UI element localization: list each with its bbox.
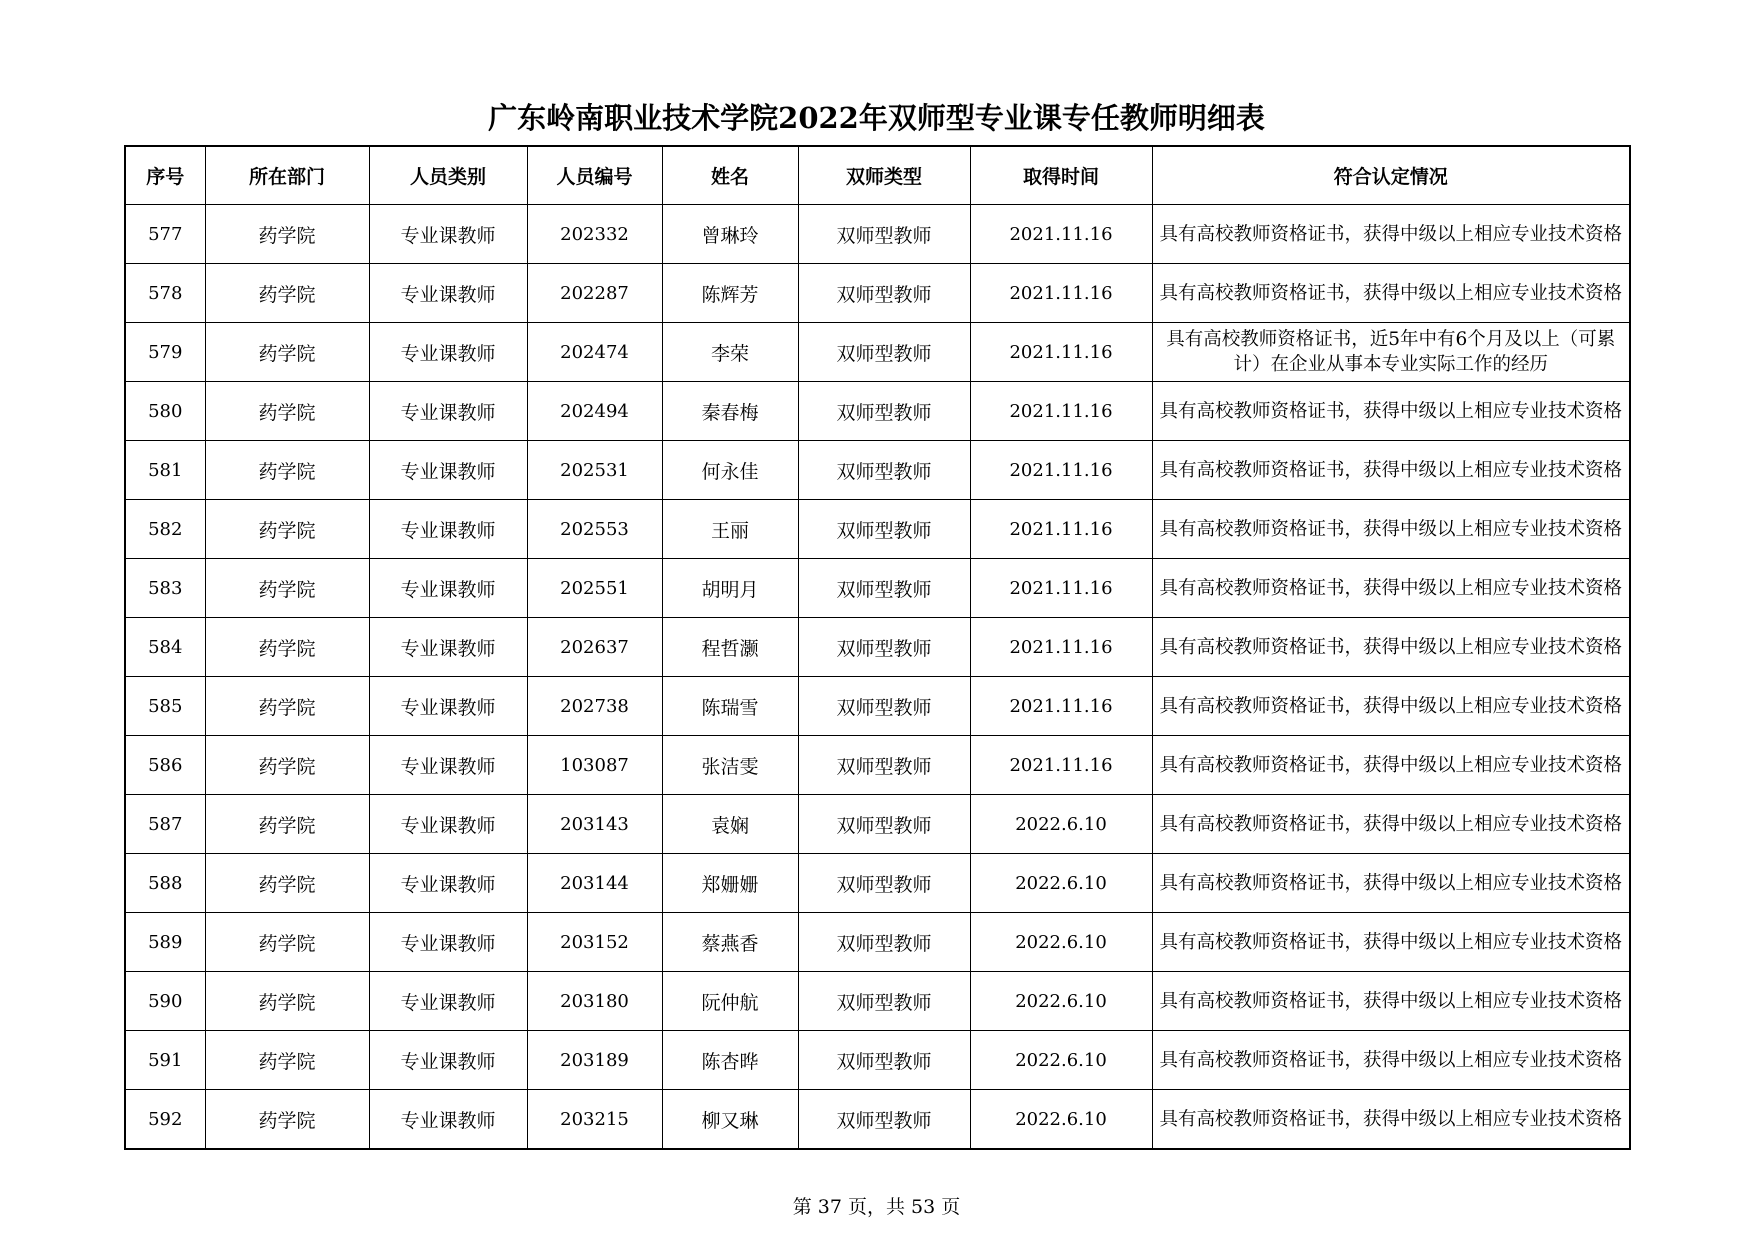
- header-staff-id: 人员编号: [527, 146, 662, 205]
- row-index: 581: [125, 441, 205, 500]
- row-department: 药学院: [205, 913, 369, 972]
- row-staff-category: 专业课教师: [369, 972, 527, 1031]
- row-index: 590: [125, 972, 205, 1031]
- row-dual-type: 双师型教师: [798, 441, 970, 500]
- table-row: [125, 677, 1630, 736]
- row-qualification: 具有高校教师资格证书，获得中级以上相应专业技术资格: [1152, 559, 1630, 618]
- row-staff-id: 202551: [527, 559, 662, 618]
- row-staff-category: 专业课教师: [369, 854, 527, 913]
- table-row: [125, 913, 1630, 972]
- row-department: 药学院: [205, 264, 369, 323]
- row-name: 蔡燕香: [662, 913, 798, 972]
- row-dual-type: 双师型教师: [798, 618, 970, 677]
- row-index: 585: [125, 677, 205, 736]
- row-staff-category: 专业课教师: [369, 323, 527, 382]
- row-date-obtained: 2022.6.10: [970, 1031, 1152, 1090]
- row-staff-category: 专业课教师: [369, 441, 527, 500]
- row-qualification: 具有高校教师资格证书，获得中级以上相应专业技术资格: [1152, 500, 1630, 559]
- row-date-obtained: 2021.11.16: [970, 677, 1152, 736]
- table-row: [125, 972, 1630, 1031]
- row-dual-type: 双师型教师: [798, 323, 970, 382]
- row-dual-type: 双师型教师: [798, 1031, 970, 1090]
- table-row: [125, 323, 1630, 382]
- row-qualification: 具有高校教师资格证书，获得中级以上相应专业技术资格: [1152, 1090, 1630, 1150]
- document-title: 广东岭南职业技术学院2022年双师型专业课专任教师明细表: [488, 101, 1265, 135]
- row-name: 郑姗姗: [662, 854, 798, 913]
- row-index: 584: [125, 618, 205, 677]
- row-dual-type: 双师型教师: [798, 500, 970, 559]
- row-staff-id: 202637: [527, 618, 662, 677]
- row-index: 586: [125, 736, 205, 795]
- row-index: 580: [125, 382, 205, 441]
- row-index: 583: [125, 559, 205, 618]
- row-department: 药学院: [205, 736, 369, 795]
- table-row: [125, 736, 1630, 795]
- row-staff-category: 专业课教师: [369, 677, 527, 736]
- row-name: 曾琳玲: [662, 205, 798, 264]
- row-name: 程哲灏: [662, 618, 798, 677]
- table-row: [125, 205, 1630, 264]
- row-qualification: 具有高校教师资格证书，获得中级以上相应专业技术资格: [1152, 677, 1630, 736]
- row-dual-type: 双师型教师: [798, 264, 970, 323]
- row-dual-type: 双师型教师: [798, 382, 970, 441]
- row-date-obtained: 2021.11.16: [970, 618, 1152, 677]
- table-row: [125, 264, 1630, 323]
- row-dual-type: 双师型教师: [798, 677, 970, 736]
- row-name: 李荣: [662, 323, 798, 382]
- row-department: 药学院: [205, 618, 369, 677]
- row-date-obtained: 2022.6.10: [970, 795, 1152, 854]
- row-staff-category: 专业课教师: [369, 264, 527, 323]
- header-date-obtained: 取得时间: [970, 146, 1152, 205]
- table-row: [125, 1031, 1630, 1090]
- row-staff-category: 专业课教师: [369, 500, 527, 559]
- row-index: 587: [125, 795, 205, 854]
- row-department: 药学院: [205, 500, 369, 559]
- row-index: 582: [125, 500, 205, 559]
- row-qualification: 具有高校教师资格证书，获得中级以上相应专业技术资格: [1152, 1031, 1630, 1090]
- row-date-obtained: 2021.11.16: [970, 205, 1152, 264]
- row-department: 药学院: [205, 559, 369, 618]
- header-staff-category: 人员类别: [369, 146, 527, 205]
- row-name: 陈辉芳: [662, 264, 798, 323]
- row-name: 秦春梅: [662, 382, 798, 441]
- row-staff-category: 专业课教师: [369, 618, 527, 677]
- row-date-obtained: 2021.11.16: [970, 323, 1152, 382]
- row-dual-type: 双师型教师: [798, 854, 970, 913]
- row-staff-id: 202531: [527, 441, 662, 500]
- header-dual-type: 双师类型: [798, 146, 970, 205]
- row-date-obtained: 2021.11.16: [970, 382, 1152, 441]
- row-department: 药学院: [205, 795, 369, 854]
- row-qualification: 具有高校教师资格证书，获得中级以上相应专业技术资格: [1152, 972, 1630, 1031]
- page-number: 第 37 页，共 53 页: [792, 1196, 961, 1218]
- header-department: 所在部门: [205, 146, 369, 205]
- row-qualification: 具有高校教师资格证书，获得中级以上相应专业技术资格: [1152, 913, 1630, 972]
- row-staff-id: 202494: [527, 382, 662, 441]
- row-qualification: 具有高校教师资格证书，获得中级以上相应专业技术资格: [1152, 618, 1630, 677]
- row-staff-id: 203152: [527, 913, 662, 972]
- row-staff-id: 202738: [527, 677, 662, 736]
- row-date-obtained: 2021.11.16: [970, 559, 1152, 618]
- row-staff-id: 203144: [527, 854, 662, 913]
- row-dual-type: 双师型教师: [798, 736, 970, 795]
- row-department: 药学院: [205, 1031, 369, 1090]
- row-date-obtained: 2022.6.10: [970, 1090, 1152, 1150]
- row-index: 588: [125, 854, 205, 913]
- row-department: 药学院: [205, 1090, 369, 1150]
- row-dual-type: 双师型教师: [798, 913, 970, 972]
- row-qualification: 具有高校教师资格证书，获得中级以上相应专业技术资格: [1152, 736, 1630, 795]
- table-row: [125, 441, 1630, 500]
- row-staff-category: 专业课教师: [369, 795, 527, 854]
- row-qualification: 具有高校教师资格证书，近5年中有6个月及以上（可累计）在企业从事本专业实际工作的经历: [1152, 323, 1630, 382]
- row-staff-category: 专业课教师: [369, 382, 527, 441]
- row-department: 药学院: [205, 382, 369, 441]
- row-dual-type: 双师型教师: [798, 559, 970, 618]
- row-department: 药学院: [205, 854, 369, 913]
- row-department: 药学院: [205, 972, 369, 1031]
- table-row: [125, 382, 1630, 441]
- row-qualification: 具有高校教师资格证书，获得中级以上相应专业技术资格: [1152, 382, 1630, 441]
- row-index: 591: [125, 1031, 205, 1090]
- row-name: 张洁雯: [662, 736, 798, 795]
- row-staff-id: 203215: [527, 1090, 662, 1150]
- header-qualification: 符合认定情况: [1152, 146, 1630, 205]
- row-department: 药学院: [205, 677, 369, 736]
- table-row: [125, 854, 1630, 913]
- row-dual-type: 双师型教师: [798, 795, 970, 854]
- teacher-table: [124, 145, 1631, 1150]
- row-qualification: 具有高校教师资格证书，获得中级以上相应专业技术资格: [1152, 795, 1630, 854]
- row-date-obtained: 2022.6.10: [970, 854, 1152, 913]
- row-staff-id: 202332: [527, 205, 662, 264]
- row-date-obtained: 2021.11.16: [970, 264, 1152, 323]
- header-name: 姓名: [662, 146, 798, 205]
- row-staff-category: 专业课教师: [369, 559, 527, 618]
- table-body: [125, 205, 1630, 1150]
- row-qualification: 具有高校教师资格证书，获得中级以上相应专业技术资格: [1152, 854, 1630, 913]
- row-name: 柳又琳: [662, 1090, 798, 1150]
- row-index: 577: [125, 205, 205, 264]
- row-staff-id: 203143: [527, 795, 662, 854]
- teacher-table-container: [124, 145, 1629, 1150]
- row-staff-id: 202287: [527, 264, 662, 323]
- row-qualification: 具有高校教师资格证书，获得中级以上相应专业技术资格: [1152, 264, 1630, 323]
- row-staff-id: 203189: [527, 1031, 662, 1090]
- table-header-row: [125, 146, 1630, 205]
- table-row: [125, 795, 1630, 854]
- row-staff-id: 202474: [527, 323, 662, 382]
- row-date-obtained: 2021.11.16: [970, 500, 1152, 559]
- row-date-obtained: 2022.6.10: [970, 913, 1152, 972]
- table-row: [125, 559, 1630, 618]
- row-date-obtained: 2021.11.16: [970, 736, 1152, 795]
- row-name: 陈杏晔: [662, 1031, 798, 1090]
- row-name: 胡明月: [662, 559, 798, 618]
- row-name: 王丽: [662, 500, 798, 559]
- table-row: [125, 618, 1630, 677]
- row-name: 阮仲航: [662, 972, 798, 1031]
- row-department: 药学院: [205, 205, 369, 264]
- row-name: 何永佳: [662, 441, 798, 500]
- row-name: 陈瑞雪: [662, 677, 798, 736]
- table-row: [125, 1090, 1630, 1150]
- row-staff-category: 专业课教师: [369, 913, 527, 972]
- row-date-obtained: 2021.11.16: [970, 441, 1152, 500]
- row-department: 药学院: [205, 323, 369, 382]
- row-qualification: 具有高校教师资格证书，获得中级以上相应专业技术资格: [1152, 205, 1630, 264]
- row-index: 592: [125, 1090, 205, 1150]
- row-staff-id: 103087: [527, 736, 662, 795]
- row-staff-category: 专业课教师: [369, 736, 527, 795]
- table-row: [125, 500, 1630, 559]
- row-staff-category: 专业课教师: [369, 205, 527, 264]
- row-dual-type: 双师型教师: [798, 972, 970, 1031]
- header-index: 序号: [125, 146, 205, 205]
- row-dual-type: 双师型教师: [798, 205, 970, 264]
- row-staff-id: 202553: [527, 500, 662, 559]
- row-name: 袁娴: [662, 795, 798, 854]
- row-date-obtained: 2022.6.10: [970, 972, 1152, 1031]
- row-staff-category: 专业课教师: [369, 1090, 527, 1150]
- row-dual-type: 双师型教师: [798, 1090, 970, 1150]
- row-staff-id: 203180: [527, 972, 662, 1031]
- row-index: 578: [125, 264, 205, 323]
- row-staff-category: 专业课教师: [369, 1031, 527, 1090]
- row-qualification: 具有高校教师资格证书，获得中级以上相应专业技术资格: [1152, 441, 1630, 500]
- row-index: 579: [125, 323, 205, 382]
- row-department: 药学院: [205, 441, 369, 500]
- row-index: 589: [125, 913, 205, 972]
